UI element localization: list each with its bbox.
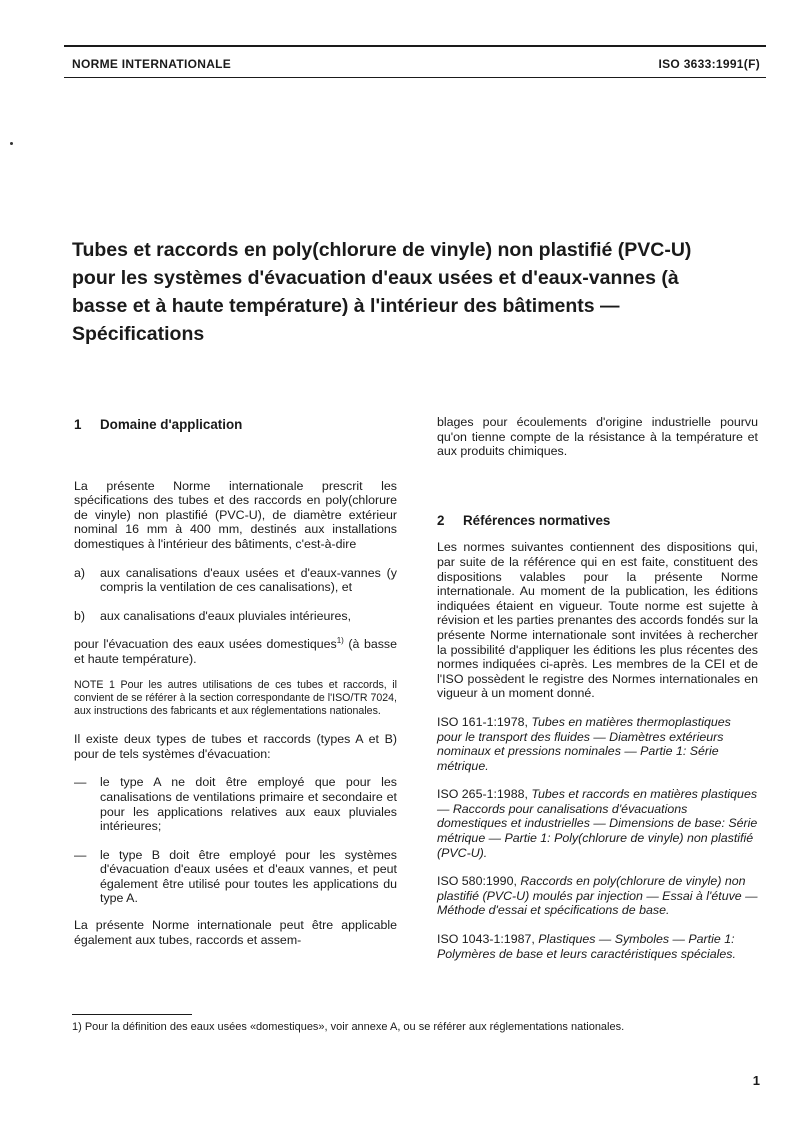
reference-code: ISO 161-1:1978, bbox=[437, 714, 532, 729]
type-a-text: le type A ne doit être employé que pour les canalisations de ventilations primaire et secondaire et pour les applications relatives aux eaux pluviales intérieures; bbox=[100, 775, 397, 834]
type-b-text: le type B doit être employé pour les systèmes d'évacuation d'eaux usées et d'eaux vannes, et peut également être utilisé pour toutes les applications du type A. bbox=[100, 847, 397, 906]
document-type: NORME INTERNATIONALE bbox=[72, 57, 232, 71]
page-number: 1 bbox=[752, 1073, 760, 1088]
header-rule-bottom bbox=[64, 77, 766, 78]
paragraph-2-text: pour l'évacuation des eaux usées domestiques bbox=[74, 637, 337, 652]
reference-title: Tubes et raccords en matières plastiques — Raccords pour canalisations d'évacuations domestiques et industrielles — Dimensions de base: Série métrique — Partie 1: Poly(chlorure de vinyle) non plastifié (PVC-U). bbox=[437, 787, 758, 860]
section-1-paragraph-4-continued: blages pour écoulements d'origine industrielle pourvu qu'on tienne compte de la résistance à la température et aux produits chimiques. bbox=[437, 415, 758, 459]
left-column bbox=[74, 418, 397, 947]
dash-marker-b: — bbox=[74, 847, 87, 862]
section-1-paragraph-2 bbox=[74, 637, 397, 666]
list-text-a: aux canalisations d'eaux usées et d'eaux-vannes (y compris la ventilation de ces canalisations), et bbox=[100, 565, 397, 595]
paragraph-2-end: (à basse et haute température). bbox=[74, 637, 398, 666]
list-marker-a: a) bbox=[74, 565, 86, 580]
reference-code: ISO 580:1990, bbox=[437, 874, 521, 889]
section-2-title: Références normatives bbox=[463, 512, 611, 528]
section-2-intro: Les normes suivantes contiennent des dispositions qui, par suite de la référence qui en est faite, constituent des dispositions valables pour la présente Norme internationale. Au moment de la publication, les éditions indiquées étaient en vigueur. Toute norme est sujette à révision et les parties prenantes des accords fondés sur la présente Norme internationale sont invitées à rechercher la possibilité d'appliquer les éditions les plus récentes des normes indiquées ci-après. Les membres de la CEI et de l'ISO possèdent le registre des Normes internationales en vigueur à un moment donné. bbox=[437, 540, 758, 701]
standard-number: ISO 3633:1991(F) bbox=[658, 57, 760, 71]
list-item-b bbox=[74, 609, 397, 624]
header-rule-top bbox=[64, 45, 766, 47]
reference-iso-265-1 bbox=[437, 787, 758, 860]
section-1-number: 1 bbox=[74, 417, 82, 432]
section-1-title: Domaine d'application bbox=[100, 417, 243, 432]
dash-marker-a: — bbox=[74, 775, 87, 790]
section-1-paragraph-4: La présente Norme internationale peut être applicable également aux tubes, raccords et assem- bbox=[74, 918, 397, 947]
page-title: Tubes et raccords en poly(chlorure de vinyle) non plastifié (PVC-U) pour les systèmes d'évacuation d'eaux usées et d'eaux-vannes (à basse et à haute température) à l'intérieur des bâtiments — Spécifications bbox=[72, 239, 692, 345]
type-b-item bbox=[74, 848, 397, 906]
list-item-a bbox=[74, 566, 397, 595]
reference-title: Tubes en matières thermoplastiques pour le transport des fluides — Diamètres extérieurs nominaux et pressions nominales — Partie 1: Série métrique. bbox=[437, 714, 731, 773]
section-2-heading bbox=[437, 514, 758, 529]
section-2-number: 2 bbox=[437, 512, 445, 528]
reference-iso-161-1 bbox=[437, 715, 758, 773]
reference-title: Plastiques — Symboles — Partie 1: Polymères de base et leurs caractéristiques spéciales. bbox=[437, 932, 736, 961]
note-1: NOTE 1 Pour les autres utilisations de ces tubes et raccords, il convient de se référer à la section correspondante de l'ISO/TR 7024, aux instructions des fabricants et aux réglementations nationales. bbox=[74, 678, 397, 717]
reference-iso-580 bbox=[437, 874, 758, 918]
type-a-item bbox=[74, 775, 397, 833]
scan-artifact bbox=[10, 142, 13, 145]
list-marker-b: b) bbox=[74, 608, 86, 623]
reference-code: ISO 265-1:1988, bbox=[437, 787, 532, 802]
section-1-intro: La présente Norme internationale prescrit les spécifications des tubes et des raccords en poly(chlorure de vinyle) non plastifié (PVC-U), de diamètre extérieur nominal 16 mm à 400 mm, destinés aux installations domestiques à l'intérieur des bâtiments, c'est-à-dire bbox=[74, 478, 397, 551]
reference-title: Raccords en poly(chlorure de vinyle) non plastifié (PVC-U) moulés par injection — Essai à l'étuve — Méthode d'essai et spécifications de base. bbox=[437, 874, 758, 918]
reference-code: ISO 1043-1:1987, bbox=[437, 932, 539, 947]
right-column bbox=[437, 415, 758, 961]
section-1-heading bbox=[74, 418, 397, 433]
footnote-rule bbox=[72, 1014, 192, 1015]
footnote: 1) Pour la définition des eaux usées «domestiques», voir annexe A, ou se référer aux réglementations nationales. bbox=[72, 1021, 625, 1033]
list-text-b: aux canalisations d'eaux pluviales intérieures, bbox=[100, 608, 352, 623]
footnote-marker: 1) bbox=[336, 636, 344, 646]
reference-iso-1043-1 bbox=[437, 932, 758, 961]
section-1-paragraph-3: Il existe deux types de tubes et raccords (types A et B) pour de tels systèmes d'évacuation: bbox=[74, 732, 397, 761]
